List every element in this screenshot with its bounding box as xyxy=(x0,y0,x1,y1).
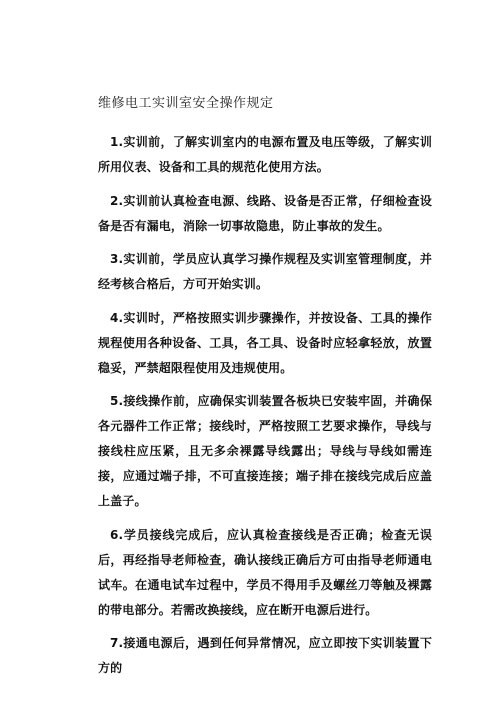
rule-paragraph-3: 3.实训前，学员应认真学习操作规程及实训室管理制度，并经考核合格后，方可开始实训。 xyxy=(98,252,432,291)
rule-paragraph-5: 5.接线操作前，应确保实训装置各板块已安装牢固，并确保各元器件工作正常；接线时，严格按照工艺要求操作，导线与接线柱应压紧，且无多余裸露导线露出；导线与导线如需连接，应通过端子排，不可直接连接；端子排在接线完成后应盖上盖子。 xyxy=(98,394,432,508)
rule-paragraph-2: 2.实训前认真检查电源、线路、设备是否正常，仔细检查设备是否有漏电，消除一切事故隐患，防止事故的发生。 xyxy=(98,193,432,233)
rule-paragraph-1: 1.实训前，了解实训室内的电源布置及电压等级，了解实训所用仪表、设备和工具的规范化使用方法。 xyxy=(98,135,432,174)
rule-paragraph-7: 7.接通电源后，遇到任何异常情况，应立即按下实训装置下方的 xyxy=(98,636,432,675)
rule-paragraph-6: 6.学员接线完成后，应认真检查接线是否正确；检查无误后，再经指导老师检查，确认接线正确后方可由指导老师通电试车。在通电试车过程中，学员不得用手及螺丝刀等触及裸露的带电部分。若需改换接线，应在断开电源后进行。 xyxy=(98,527,432,617)
document-body xyxy=(98,130,432,690)
document-title: 维修电工实训室安全操作规定 xyxy=(98,96,274,111)
rule-paragraph-4: 4.实训时，严格按照实训步骤操作，并按设备、工具的操作规程使用各种设备、工具，各工具、设备时应轻拿轻放，放置稳妥，严禁超限程使用及违规使用。 xyxy=(98,310,432,375)
